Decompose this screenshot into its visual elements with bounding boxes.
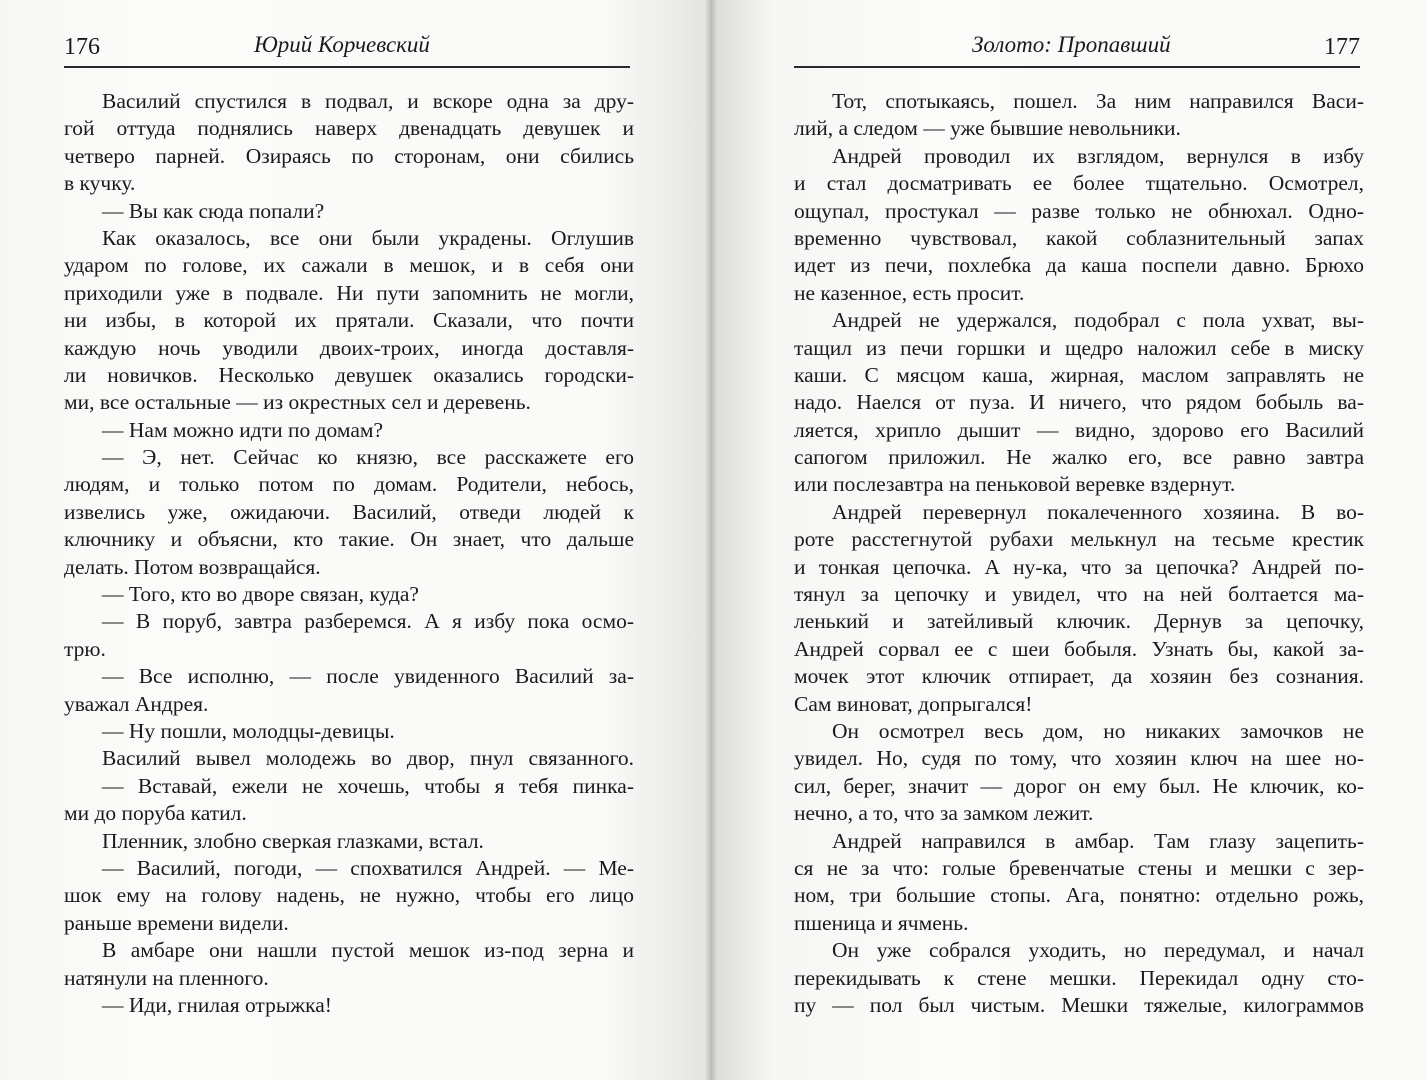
page-number: 176 — [64, 34, 100, 60]
text-line: ли новичков. Несколько девушек оказались городски- — [64, 362, 634, 387]
text-line: Он уже собрался уходить, но передумал, и начал — [832, 938, 1364, 963]
text-line: В амбаре они нашли пустой мешок из-под зерна и — [102, 938, 634, 963]
text-line: гой оттуда поднялись наверх двенадцать девушек и — [64, 116, 634, 141]
text-line: натянули на пленного. — [64, 965, 269, 990]
text-line: делать. Потом возвращайся. — [64, 554, 321, 579]
text-line: лий, а следом — уже бывшие невольники. — [794, 116, 1181, 141]
text-line: — Э, нет. Сейчас ко князю, все расскажете его — [102, 445, 634, 470]
text-line: Василий спустился в подвал, и вскоре одна за дру- — [102, 89, 634, 113]
text-line: Как оказалось, все они были украдены. Оглушив — [102, 225, 634, 250]
text-line: — Все исполню, — после увиденного Василий за- — [102, 664, 634, 689]
text-line: — Василий, погоди, — спохватился Андрей. — Ме- — [102, 855, 634, 880]
text-line: временно чувствовал, какой соблазнительный запах — [794, 225, 1364, 250]
text-line: нечно, а то, что за замком лежит. — [794, 801, 1094, 826]
left-page-text — [64, 88, 634, 1019]
text-line: сапогом приложил. Не жалко его, все равно завтра — [794, 445, 1364, 470]
text-line: мочек этот ключик отпирает, да хозяин без сознания. — [794, 664, 1364, 689]
text-line: ни избы, в которой их прятали. Сказали, что почти — [64, 308, 634, 333]
text-line: извелись уже, ожидаючи. Василий, отведи людей к — [64, 499, 634, 524]
text-line: четверо парней. Озираясь по сторонам, они сбились — [64, 143, 634, 168]
header-rule — [794, 66, 1360, 68]
text-line: ляется, хрипло дышит — видно, здорово его Василий — [794, 417, 1364, 442]
text-line: идет из печи, похлебка да каша поспели давно. Брюхо — [794, 253, 1364, 278]
text-line: ми, все остальные — из окрестных сел и деревень. — [64, 390, 531, 415]
text-line: каши. С мясцом каша, жирная, маслом заправлять не — [794, 362, 1364, 387]
text-line: — Нам можно идти по домам? — [102, 417, 384, 442]
text-line: ном, три большие стопы. Ага, понятно: отдельно рожь, — [794, 883, 1364, 908]
text-line: людям, и только потом по домам. Родители, небось, — [64, 472, 634, 497]
text-line: и тонкая цепочка. А ну-ка, что за цепочка? Андрей по- — [794, 554, 1364, 579]
text-line: ударом по голове, их сажали в мешок, и в себя они — [64, 253, 634, 278]
text-line: Андрей сорвал ее с шеи бобыля. Узнать бы, какой за- — [794, 636, 1364, 661]
text-line: — Того, кто во дворе связан, куда? — [102, 582, 419, 607]
text-line: — Вы как сюда попали? — [102, 198, 325, 223]
text-line: Пленник, злобно сверкая глазками, встал. — [102, 828, 484, 853]
text-line: и стал досматривать ее более тщательно. Осмотрел, — [794, 171, 1364, 196]
text-line: ощупал, простукал — разве только не обнюхал. Одно- — [794, 198, 1364, 223]
running-head-title: Золото: Пропавший — [972, 32, 1171, 57]
running-head-author: Юрий Корчевский — [254, 32, 430, 57]
text-line: — Ну пошли, молодцы-девицы. — [102, 718, 395, 743]
text-line: перекидывать к стене мешки. Перекидал одну сто- — [794, 965, 1364, 990]
text-line: приходили уже в подвале. Ни пути запомнить не могли, — [64, 280, 634, 305]
left-page — [0, 0, 708, 1080]
text-line: Андрей направился в амбар. Там глазу зацепить- — [832, 828, 1364, 853]
text-line: ми до поруба катил. — [64, 801, 247, 826]
text-line: уважал Андрея. — [64, 691, 209, 716]
text-line: роте расстегнутой рубахи мелькнул на тесьме крестик — [794, 527, 1364, 552]
text-line: Тот, спотыкаясь, пошел. За ним направился Васи- — [832, 89, 1364, 113]
text-line: ленький и затейливый ключик. Дернув за цепочку, — [794, 609, 1364, 634]
text-line: трю. — [64, 636, 106, 661]
right-page-header — [794, 30, 1360, 66]
text-line: увидел. Но, судя по тому, что хозяин ключ на шее но- — [794, 746, 1364, 771]
right-page — [716, 0, 1426, 1080]
text-line: надо. Наелся от пуза. И ничего, что рядом бобыль ва- — [794, 390, 1364, 415]
text-line: тянул за цепочку и увидел, что на ней болтается ма- — [794, 582, 1364, 607]
text-line: тащил из печи горшки и щедро наложил себе в миску — [794, 335, 1364, 360]
text-line: Андрей не удержался, подобрал с пола ухват, вы- — [832, 308, 1364, 333]
text-line: пшеница и ячмень. — [794, 910, 969, 935]
text-line: или послезавтра на пеньковой веревке вздернут. — [794, 472, 1236, 497]
text-line: сил, берег, значит — дорог он ему был. Не ключик, ко- — [794, 773, 1364, 798]
text-line: — Иди, гнилая отрыжка! — [102, 992, 332, 1017]
text-line: — В поруб, завтра разберемся. А я избу пока осмо- — [102, 609, 634, 634]
text-line: Он осмотрел весь дом, но никаких замочков не — [832, 718, 1364, 743]
text-line: шок ему на голову надень, не нужно, чтобы его лицо — [64, 883, 634, 908]
text-line: не казенное, есть просит. — [794, 280, 1025, 305]
text-line: Сам виноват, допрыгался! — [794, 691, 1033, 716]
text-line: ся не за что: голые бревенчатые стены и мешки с зер- — [794, 855, 1364, 880]
text-line: раньше времени видели. — [64, 910, 289, 935]
left-page-header — [64, 30, 630, 66]
text-line: в кучку. — [64, 171, 136, 196]
right-page-text — [794, 88, 1364, 1019]
text-line: Андрей перевернул покалеченного хозяина. В во- — [832, 499, 1364, 524]
text-line: каждую ночь уводили двоих-троих, иногда доставля- — [64, 335, 634, 360]
text-line: — Вставай, ежели не хочешь, чтобы я тебя пинка- — [102, 773, 634, 798]
text-line: Василий вывел молодежь во двор, пнул связанного. — [102, 746, 634, 771]
text-line: ключнику и объясни, кто такие. Он знает, что дальше — [64, 527, 634, 552]
text-line: Андрей проводил их взглядом, вернулся в избу — [832, 143, 1364, 168]
header-rule — [64, 66, 630, 68]
text-line: пу — пол был чистым. Мешки тяжелые, килограммов — [794, 992, 1364, 1017]
page-number: 177 — [1324, 34, 1360, 60]
